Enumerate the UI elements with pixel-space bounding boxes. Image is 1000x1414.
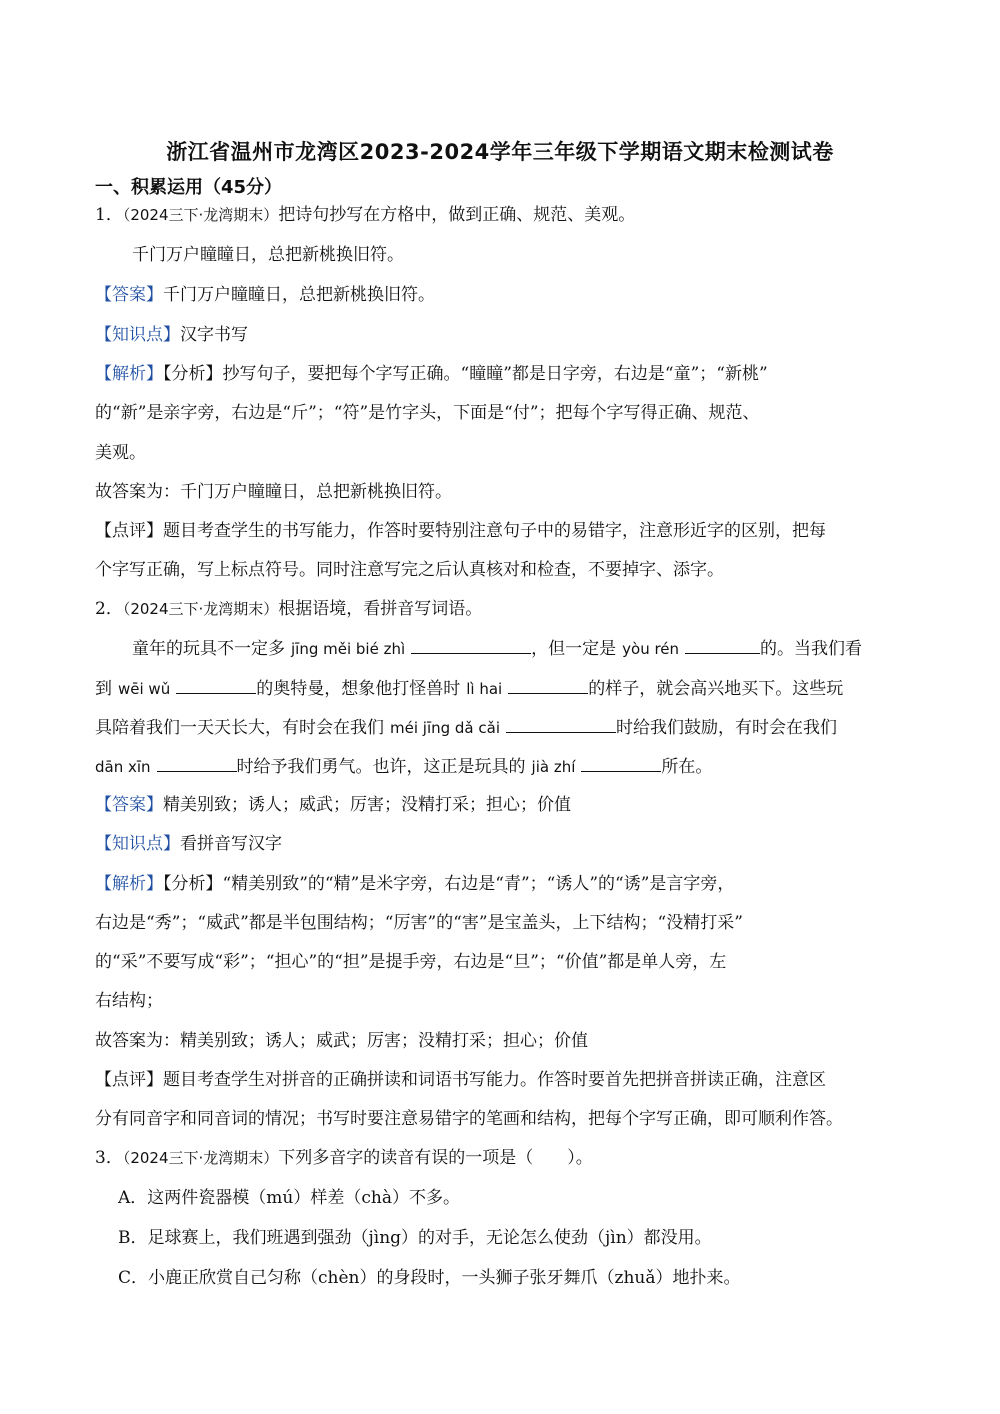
q2-passage-line-4 [95, 754, 712, 779]
analysis-tag: 【解析】 [95, 874, 163, 894]
q2-text: 具陪着我们一天天长大，有时会在我们 [95, 718, 384, 738]
analysis-tag: 【解析】 [95, 364, 163, 384]
q3-option-a[interactable]: A．这两件瓷器模（mú）样差（chà）不多。 [118, 1188, 460, 1208]
knowledge-tag: 【知识点】 [95, 834, 180, 854]
q2-answer: 精美别致；诱人；威武；厉害；没精打采；担心；价值 [163, 795, 571, 815]
section-heading: 一、积累运用（45分） [95, 177, 283, 198]
q1-analysis-1: 【分析】抄写句子，要把每个字写正确。“瞳瞳”都是日字旁，右边是“童”；“新桃” [163, 364, 768, 384]
q3-stem: 下列多音字的读音有误的一项是（ ）。 [278, 1148, 593, 1168]
q3-option-b[interactable]: B．足球赛上，我们班遇到强劲（jìng）的对手，无论怎么使劲（jìn）都没用。 [118, 1228, 712, 1248]
answer-blank[interactable] [581, 754, 661, 772]
q1-answer-line [95, 283, 435, 307]
pinyin-prompt: lì hai [466, 680, 503, 698]
q2-knowledge-line [95, 832, 282, 856]
q1-source: （2024三下·龙湾期末） [122, 206, 279, 224]
q2-analysis-2: 右边是“秀”；“威武”都是半包围结构；“厉害”的“害”是宝盖头，上下结构；“没精打采” [95, 913, 743, 933]
answer-blank[interactable] [157, 754, 237, 772]
answer-blank[interactable] [506, 715, 616, 733]
pinyin-prompt: wēi wǔ [118, 680, 171, 698]
q2-text: 的奥特曼，想象他打怪兽时 [256, 679, 461, 699]
q2-comment-2: 分有同音字和同音词的情况；书写时要注意易错字的笔画和结构，把每个字写正确，即可顺利作答。 [95, 1109, 843, 1129]
q2-text: 时给予我们勇气。也许，这正是玩具的 [236, 757, 526, 777]
pinyin-prompt: dān xīn [95, 758, 151, 776]
q1-analysis-3: 美观。 [95, 443, 146, 463]
q2-text: ，但一定是 [531, 639, 617, 659]
q3-source: （2024三下·龙湾期末） [122, 1149, 279, 1167]
q2-analysis-4: 右结构； [95, 991, 163, 1011]
knowledge-tag: 【知识点】 [95, 325, 180, 345]
q2-stem-line [95, 597, 482, 621]
answer-blank[interactable] [685, 636, 760, 654]
q1-poem: 千门万户瞳瞳日，总把新桃换旧符。 [132, 245, 404, 265]
q2-final: 故答案为：精美别致；诱人；威武；厉害；没精打采；担心；价值 [95, 1031, 588, 1051]
q2-passage-line-2 [95, 676, 843, 701]
q2-passage-line-1 [132, 636, 862, 661]
q1-analysis-line-1 [95, 362, 768, 386]
q3-option-c[interactable]: C．小鹿正欣赏自己匀称（chèn）的身段时，一头狮子张牙舞爪（zhuǎ）地扑来。 [118, 1268, 741, 1288]
q2-text: 的样子，就会高兴地买下。这些玩 [588, 679, 844, 699]
q1-number: 1． [95, 205, 123, 225]
q2-analysis-3: 的“采”不要写成“彩”；“担心”的“担”是提手旁，右边是“旦”；“价值”都是单人旁，左 [95, 952, 727, 972]
q2-knowledge: 看拼音写汉字 [180, 834, 282, 854]
q2-text: 时给我们鼓励，有时会在我们 [616, 718, 837, 738]
q2-passage-line-3 [95, 715, 837, 740]
q2-number: 2． [95, 599, 123, 619]
pinyin-prompt: jià zhí [531, 758, 576, 776]
answer-tag: 【答案】 [95, 285, 163, 305]
q1-stem-line [95, 203, 635, 227]
q2-stem: 根据语境，看拼音写词语。 [278, 599, 483, 619]
q2-analysis-line-1 [95, 872, 734, 896]
q2-text: 童年的玩具不一定多 [132, 639, 285, 659]
q1-comment-1: 【点评】题目考查学生的书写能力，作答时要特别注意句子中的易错字，注意形近字的区别，把每 [95, 521, 826, 541]
q1-knowledge-line [95, 323, 248, 347]
answer-blank[interactable] [176, 676, 256, 694]
q1-comment-2: 个字写正确，写上标点符号。同时注意写完之后认真核对和检查，不要掉字、添字。 [95, 560, 724, 580]
pinyin-prompt: jīng měi bié zhì [291, 640, 406, 658]
q1-stem: 把诗句抄写在方格中，做到正确、规范、美观。 [278, 205, 636, 225]
q2-text: 的。当我们看 [760, 639, 863, 659]
answer-blank[interactable] [508, 676, 588, 694]
q2-source: （2024三下·龙湾期末） [122, 600, 279, 618]
q3-number: 3． [95, 1148, 123, 1168]
answer-tag: 【答案】 [95, 795, 163, 815]
q2-analysis-1: 【分析】“精美别致”的“精”是米字旁，右边是“青”；“诱人”的“诱”是言字旁， [163, 874, 735, 894]
q1-final: 故答案为：千门万户瞳瞳日，总把新桃换旧符。 [95, 482, 452, 502]
q1-answer: 千门万户瞳瞳日，总把新桃换旧符。 [163, 285, 435, 305]
pinyin-prompt: yòu rén [622, 640, 680, 658]
q2-text: 到 [95, 679, 112, 699]
q2-comment-1: 【点评】题目考查学生对拼音的正确拼读和词语书写能力。作答时要首先把拼音拼读正确，注意区 [95, 1070, 826, 1090]
answer-blank[interactable] [411, 636, 531, 654]
q1-analysis-2: 的“新”是亲字旁，右边是“斤”；“符”是竹字头，下面是“付”；把每个字写得正确、规范、 [95, 403, 760, 423]
pinyin-prompt: méi jīng dǎ cǎi [390, 719, 500, 737]
q1-knowledge: 汉字书写 [180, 325, 248, 345]
q2-answer-line [95, 793, 571, 817]
q3-stem-line [95, 1146, 593, 1170]
q2-text: 所在。 [661, 757, 713, 777]
page-title: 浙江省温州市龙湾区2023-2024学年三年级下学期语文期末检测试卷 [166, 140, 834, 164]
